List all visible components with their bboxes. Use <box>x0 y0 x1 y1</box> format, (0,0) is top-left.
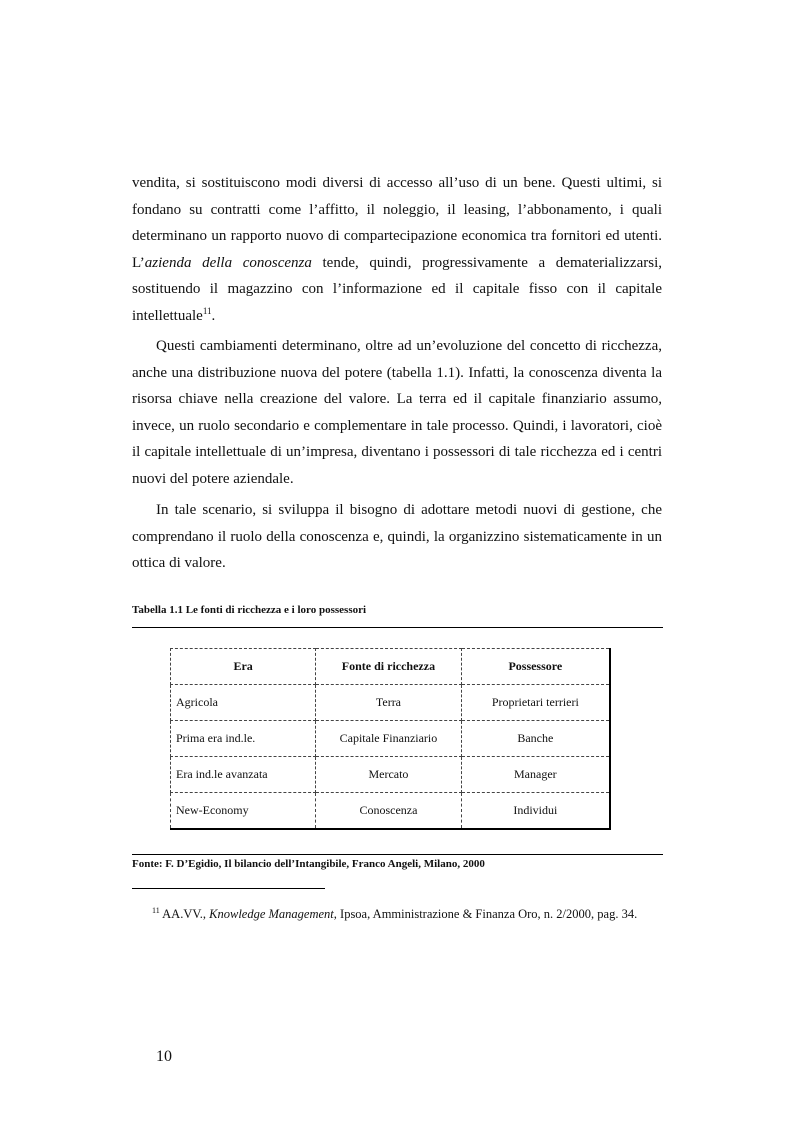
p1-italic-term: azienda della conoscenza <box>144 254 312 271</box>
cell-possessore: Individui <box>461 793 610 830</box>
cell-fonte: Terra <box>316 685 461 721</box>
footnote-italic-title: Knowledge Management <box>209 907 334 921</box>
p1-text-start: vendita, si sostituiscono modi diversi di accesso all’uso di un bene. Questi ultimi, si fondano su contratti come l’affitto, il noleggio, il leasing, l’abbonamento, i quali determinano un rapporto nuovo di compartecipazione economica tra fornitori ed utenti. L’ <box>132 175 662 271</box>
cell-possessore: Proprietari terrieri <box>461 685 610 721</box>
table-row <box>171 685 611 721</box>
page-number: 10 <box>156 1048 172 1065</box>
footnote-text-end: , Ipsoa, Amministrazione & Finanza Oro, n. 2/2000, pag. 34. <box>333 907 638 921</box>
header-possessore: Possessore <box>461 649 610 685</box>
paragraph-3: In tale scenario, si sviluppa il bisogno di adottare metodi nuovi di gestione, che comprendano il ruolo della conoscenza e, quindi, la organizzino sistematicamente in un ottica di valore. <box>132 502 662 572</box>
footnote-text-start: AA.VV., <box>159 907 210 921</box>
cell-era: New-Economy <box>171 793 316 830</box>
footnote-11 <box>132 902 662 927</box>
table-row <box>171 757 611 793</box>
table-bottom-rule <box>132 854 663 855</box>
cell-era: Era ind.le avanzata <box>171 757 316 793</box>
table-row <box>171 793 611 830</box>
p1-period: . <box>211 307 216 324</box>
cell-possessore: Manager <box>461 757 610 793</box>
footnote-ref[interactable]: 11 <box>202 305 212 316</box>
cell-fonte: Capitale Finanziario <box>316 721 461 757</box>
footnote-separator <box>132 888 325 889</box>
cell-fonte: Conoscenza <box>316 793 461 830</box>
table-row <box>171 721 611 757</box>
header-era: Era <box>171 649 316 685</box>
cell-possessore: Banche <box>461 721 610 757</box>
header-fonte: Fonte di ricchezza <box>316 649 461 685</box>
paragraph-1 <box>132 170 662 330</box>
wealth-sources-table <box>170 648 611 830</box>
table-caption: Tabella 1.1 Le fonti di ricchezza e i loro possessori <box>132 604 367 616</box>
cell-era: Prima era ind.le. <box>171 721 316 757</box>
p1-text-end: tende, quindi, progressivamente a dematerializzarsi, sostituendo il magazzino con l’informazione ed il capitale fisso con il capitale intellettuale <box>132 254 662 324</box>
footnote-number: 11 <box>152 905 160 915</box>
cell-fonte: Mercato <box>316 757 461 793</box>
table-top-rule <box>132 627 663 628</box>
table-source: Fonte: F. D’Egidio, Il bilancio dell’Intangibile, Franco Angeli, Milano, 2000 <box>132 858 485 870</box>
table-header-row <box>171 649 611 685</box>
paragraph-2: Questi cambiamenti determinano, oltre ad un’evoluzione del concetto di ricchezza, anche una distribuzione nuova del potere (tabella 1.1). Infatti, la conoscenza diventa la risorsa chiave nella creazione del valore. La terra ed il capitale finanziario assumo, invece, un ruolo secondario e complementare in tale processo. Quindi, i lavoratori, cioè il capitale intellettuale di un’impresa, diventano i possessori di tale ricchezza ed i centri nuovi del potere aziendale. <box>132 338 662 487</box>
cell-era: Agricola <box>171 685 316 721</box>
